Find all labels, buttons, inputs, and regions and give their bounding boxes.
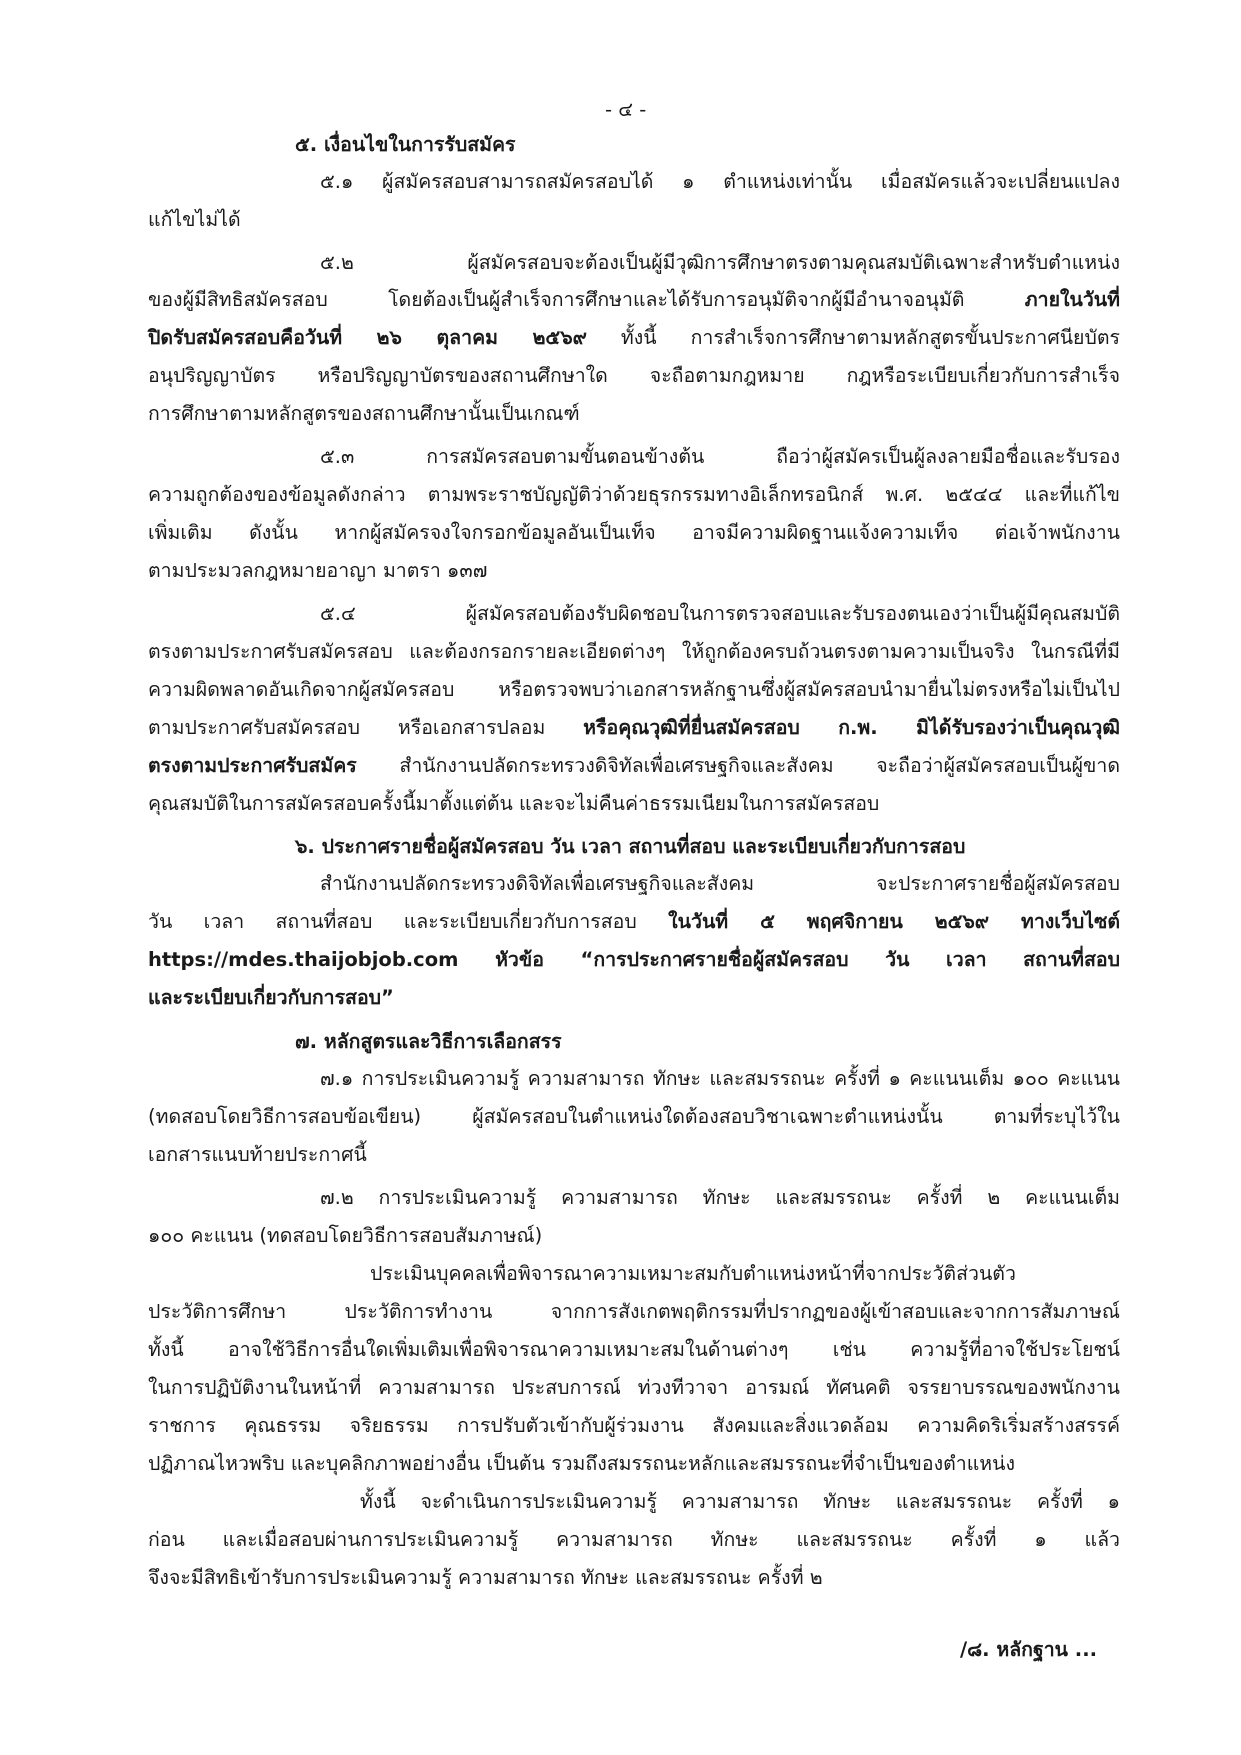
section-5-2-line-5: การศึกษาตามหลักสูตรของสถานศึกษานั้นเป็นเกณฑ์	[148, 402, 580, 425]
section-7-2-detail-line-2: ประวัติการศึกษา ประวัติการทำงาน จากการสังเกตพฤติกรรมที่ปรากฏของผู้เข้าสอบและจากการสัมภาษณ์	[148, 1300, 1120, 1323]
section-5-4-line-6: คุณสมบัติในการสมัครสอบครั้งนี้มาตั้งแต่ต้น และจะไม่คืนค่าธรรมเนียมในการสมัครสอบ	[148, 792, 880, 815]
section-7-2-line-2: ๑๐๐ คะแนน (ทดสอบโดยวิธีการสอบสัมภาษณ์)	[148, 1224, 543, 1247]
section-5-heading: ๕. เงื่อนไขในการรับสมัคร	[295, 133, 516, 156]
section-7-2-detail-line-6: ปฏิภาณไหวพริบ และบุคลิกภาพอย่างอื่น เป็นต้น รวมถึงสมรรถนะหลักและสมรรถนะที่จำเป็นของตำแหน่ง	[148, 1452, 1016, 1475]
section-7-note-line-2: ก่อน และเมื่อสอบผ่านการประเมินความรู้ ความสามารถ ทักษะ และสมรรถนะ ครั้งที่ ๑ แล้ว	[148, 1528, 1120, 1551]
text-run: สำนักงานปลัดกระทรวงดิจิทัลเพื่อเศรษฐกิจและสังคม จะถือว่าผู้สมัครสอบเป็นผู้ขาด	[356, 754, 1120, 777]
section-5-2-line-3	[148, 328, 1120, 348]
bold-text-run: หรือคุณวุฒิที่ยื่นสมัครสอบ ก.พ. มิได้รับรองว่าเป็นคุณวุฒิ	[583, 716, 1120, 739]
section-5-3-line-3: เพิ่มเติม ดังนั้น หากผู้สมัครจงใจกรอกข้อมูลอันเป็นเท็จ อาจมีความผิดฐานแจ้งความเท็จ ต่อเจ้าพนักงาน	[148, 521, 1120, 544]
section-7-2-detail-line-5: ราชการ คุณธรรม จริยธรรม การปรับตัวเข้ากับผู้ร่วมงาน สังคมและสิ่งแวดล้อม ความคิดริเริ่มสร้างสรรค์	[148, 1414, 1120, 1437]
section-7-note-line-1: ทั้งนี้ จะดำเนินการประเมินความรู้ ความสามารถ ทักษะ และสมรรถนะ ครั้งที่ ๑	[360, 1490, 1120, 1513]
section-7-heading: ๗. หลักสูตรและวิธีการเลือกสรร	[295, 1030, 562, 1053]
text-run: ทั้งนี้ การสำเร็จการศึกษาตามหลักสูตรขั้นประกาศนียบัตร	[586, 326, 1120, 349]
bold-text-run: ภายในวันที่	[1024, 288, 1120, 311]
section-6-line-1: สำนักงานปลัดกระทรวงดิจิทัลเพื่อเศรษฐกิจและสังคม จะประกาศรายชื่อผู้สมัครสอบ	[320, 872, 1120, 895]
section-7-1-line-3: เอกสารแนบท้ายประกาศนี้	[148, 1143, 367, 1166]
section-5-3-line-4: ตามประมวลกฎหมายอาญา มาตรา ๑๓๗	[148, 559, 488, 582]
section-5-4-line-5	[148, 756, 1120, 776]
section-6-line-3: https://mdes.thaijobjob.com หัวข้อ “การประกาศรายชื่อผู้สมัครสอบ วัน เวลา สถานที่สอบ	[148, 948, 1120, 971]
section-5-4-line-1: ๕.๔ ผู้สมัครสอบต้องรับผิดชอบในการตรวจสอบและรับรองตนเองว่าเป็นผู้มีคุณสมบัติ	[320, 602, 1120, 625]
section-7-2-line-1: ๗.๒ การประเมินความรู้ ความสามารถ ทักษะ และสมรรถนะ ครั้งที่ ๒ คะแนนเต็ม	[320, 1186, 1120, 1209]
section-5-3-line-1: ๕.๓ การสมัครสอบตามขั้นตอนข้างต้น ถือว่าผู้สมัครเป็นผู้ลงลายมือชื่อและรับรอง	[320, 445, 1120, 468]
text-run: ของผู้มีสิทธิสมัครสอบ โดยต้องเป็นผู้สำเร็จการศึกษาและได้รับการอนุมัติจากผู้มีอำนาจอนุมัติ	[148, 288, 1025, 311]
bold-text-run: ตรงตามประกาศรับสมัคร	[148, 754, 357, 777]
section-5-3-line-2: ความถูกต้องของข้อมูลดังกล่าว ตามพระราชบัญญัติว่าด้วยธุรกรรมทางอิเล็กทรอนิกส์ พ.ศ. ๒๕๔๔ และที่แก้ไข	[148, 483, 1120, 506]
section-7-1-line-1: ๗.๑ การประเมินความรู้ ความสามารถ ทักษะ และสมรรถนะ ครั้งที่ ๑ คะแนนเต็ม ๑๐๐ คะแนน	[320, 1067, 1120, 1090]
section-7-2-detail-line-1: ประเมินบุคคลเพื่อพิจารณาความเหมาะสมกับตำแหน่งหน้าที่จากประวัติส่วนตัว	[370, 1262, 1016, 1285]
section-5-2-line-4: อนุปริญญาบัตร หรือปริญญาบัตรของสถานศึกษาใด จะถือตามกฎหมาย กฎหรือระเบียบเกี่ยวกับการสำเร็จ	[148, 364, 1120, 387]
section-7-2-detail-line-3: ทั้งนี้ อาจใช้วิธีการอื่นใดเพิ่มเติมเพื่อพิจารณาความเหมาะสมในด้านต่างๆ เช่น ความรู้ที่อาจใช้ประโยชน์	[148, 1338, 1120, 1361]
section-6-heading: ๖. ประกาศรายชื่อผู้สมัครสอบ วัน เวลา สถานที่สอบ และระเบียบเกี่ยวกับการสอบ	[295, 835, 966, 858]
section-5-2-line-2	[148, 290, 1120, 310]
section-6-line-2	[148, 912, 1120, 932]
section-5-1-line-1: ๕.๑ ผู้สมัครสอบสามารถสมัครสอบได้ ๑ ตำแหน่งเท่านั้น เมื่อสมัครแล้วจะเปลี่ยนแปลง	[320, 170, 1120, 193]
section-5-4-line-4	[148, 718, 1120, 738]
section-5-1-line-2: แก้ไขไม่ได้	[148, 208, 241, 231]
section-5-4-line-3: ความผิดพลาดอันเกิดจากผู้สมัครสอบ หรือตรวจพบว่าเอกสารหลักฐานซึ่งผู้สมัครสอบนำมายื่นไม่ตรงหรือไม่เป็นไป	[148, 678, 1120, 701]
section-5-2-line-1: ๕.๒ ผู้สมัครสอบจะต้องเป็นผู้มีวุฒิการศึกษาตรงตามคุณสมบัติเฉพาะสำหรับตำแหน่ง	[320, 251, 1120, 274]
bold-text-run: ปิดรับสมัครสอบคือวันที่ ๒๖ ตุลาคม ๒๕๖๙	[148, 326, 587, 349]
section-6-line-4: และระเบียบเกี่ยวกับการสอบ”	[148, 986, 394, 1009]
section-7-note-line-3: จึงจะมีสิทธิเข้ารับการประเมินความรู้ ความสามารถ ทักษะ และสมรรถนะ ครั้งที่ ๒	[148, 1566, 823, 1589]
next-page-reference: /๘. หลักฐาน ...	[960, 1638, 1098, 1661]
text-run: ตามประกาศรับสมัครสอบ หรือเอกสารปลอม	[148, 716, 584, 739]
bold-text-run: ในวันที่ ๕ พฤศจิกายน ๒๕๖๙ ทางเว็บไซต์	[668, 910, 1120, 933]
section-7-1-line-2: (ทดสอบโดยวิธีการสอบข้อเขียน) ผู้สมัครสอบในตำแหน่งใดต้องสอบวิชาเฉพาะตำแหน่งนั้น ตามที่ระบุไว้ใน	[148, 1105, 1120, 1128]
section-7-2-detail-line-4: ในการปฏิบัติงานในหน้าที่ ความสามารถ ประสบการณ์ ท่วงทีวาจา อารมณ์ ทัศนคติ จรรยาบรรณของพนักงาน	[148, 1376, 1120, 1399]
section-5-4-line-2: ตรงตามประกาศรับสมัครสอบ และต้องกรอกรายละเอียดต่างๆ ให้ถูกต้องครบถ้วนตรงตามความเป็นจริง ในกรณีที่มี	[148, 640, 1120, 663]
text-run: วัน เวลา สถานที่สอบ และระเบียบเกี่ยวกับการสอบ	[148, 910, 669, 933]
page-number: - ๔ -	[605, 98, 647, 121]
